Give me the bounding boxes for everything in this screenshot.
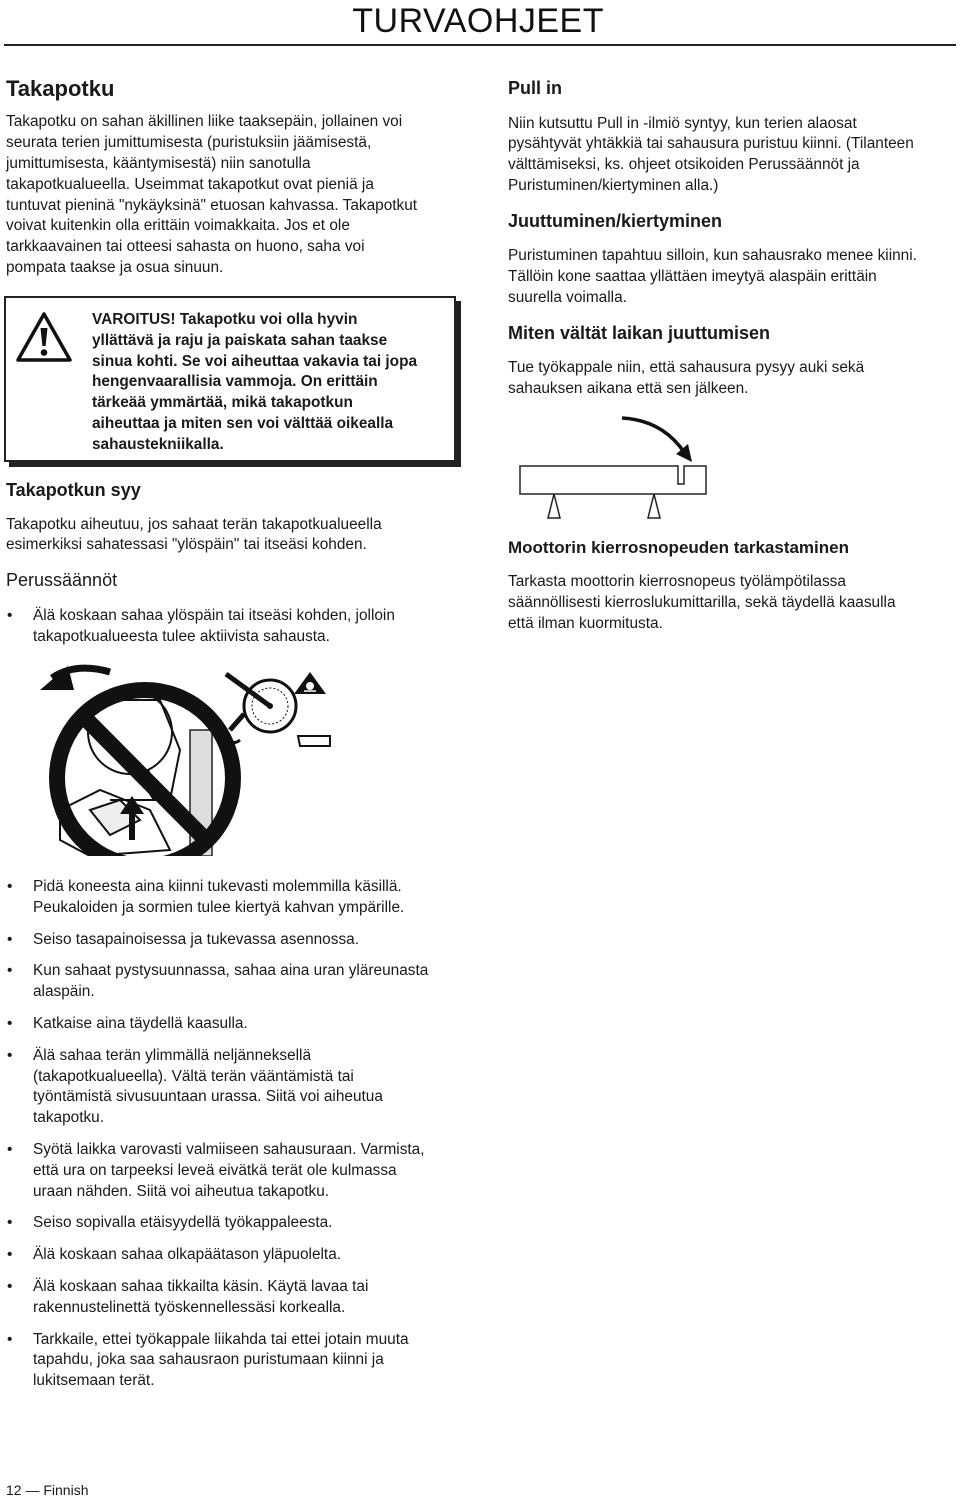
page-number: 12	[6, 1482, 22, 1498]
right-column-rpm	[508, 538, 956, 635]
rules-list-continued	[6, 877, 456, 1392]
intro-line: voivat kuitenkin olla erittäin voimakkaita. Jos et ole	[6, 217, 350, 235]
heading-cause: Takapotkun syy	[6, 480, 141, 500]
left-column-top	[6, 76, 456, 279]
support-workpiece-diagram	[512, 410, 712, 530]
intro-line: jumittumisesta, kääntymisestä) niin sanotulla	[6, 154, 311, 172]
warning-line: sinua kohti. Se voi aiheuttaa vakavia tai jopa	[92, 352, 418, 370]
workpiece-beam	[520, 466, 706, 494]
rule-item: • Älä koskaan sahaa tikkailta käsin. Käytä lavaa tai rakennustelinettä työskennellessäsi korkealla.	[7, 1277, 369, 1316]
warning-line: sahaustekniikalla.	[92, 435, 224, 453]
bullet: •	[7, 606, 13, 624]
kickback-prohibition-illustration	[30, 660, 360, 856]
right-column	[508, 78, 956, 400]
blade-path-arrow	[622, 418, 684, 452]
rpm-paragraph: Tarkasta moottorin kierrosnopeus työlämpötilassa säännöllisesti kierroslukumittarilla, sekä täydellä kaasulla että ilman kuormitusta.	[508, 573, 896, 632]
cause-paragraph	[6, 515, 456, 557]
warning-line: VAROITUS! Takapotku voi olla hyvin	[92, 311, 358, 328]
rule-item: • Seiso tasapainoisessa ja tukevassa asennossa.	[7, 930, 359, 948]
rules-list	[6, 877, 456, 1392]
rule-item: • Tarkkaile, ettei työkappale liikahda tai ettei jotain muuta tapahdu, joka saa sahausraon puristumaan kiinni ja lukitsemaan terät.	[7, 1330, 409, 1390]
rule-item: • Seiso sopivalla etäisyydellä työkappaleesta.	[7, 1214, 333, 1232]
left-column-bottom	[6, 480, 456, 647]
warning-line: yllättävä ja raju ja paiskata sahan taakse	[92, 331, 388, 349]
heading-avoid-pinch: Miten vältät laikan juuttumisen	[508, 322, 771, 343]
support-left	[548, 494, 560, 518]
warning-box	[4, 296, 456, 462]
heading-rpm: Moottorin kierrosnopeuden tarkastaminen	[508, 538, 849, 557]
warning-line: tärkeää ymmärtää, mikä takapotkun	[92, 394, 353, 412]
pull-in-paragraph: Niin kutsuttu Pull in -ilmiö syntyy, kun terien alaosat pysähtyvät yhtäkkiä tai sahausura puristuu kiinni. (Tilanteen välttämiseksi, ks. ohjeet otsikoiden Perussäännöt ja Puristuminen/kiertyminen alla.)	[508, 114, 914, 194]
cause-line: Takapotku aiheutuu, jos sahaat terän takapotkualueella	[6, 515, 382, 533]
rule-item: • Katkaise aina täydellä kaasulla.	[7, 1014, 248, 1032]
heading-pull-in: Pull in	[508, 78, 562, 98]
warning-triangle-icon	[16, 312, 72, 362]
intro-line: tarkkaavainen tai otteesi sahasta on huono, saha voi	[6, 238, 365, 256]
rule-item: • Älä sahaa terän ylimmällä neljänneksellä (takapotkualueella). Vältä terän vääntämistä tai työntämistä sivusuuntaan urassa. Siitä voi aiheutua takapotku.	[7, 1046, 383, 1127]
page-footer	[6, 1482, 89, 1498]
intro-paragraph	[6, 112, 456, 278]
rules-first-list	[6, 606, 456, 648]
page-title: TURVAOHJEET	[352, 2, 604, 40]
heading-rules: Perussäännöt	[6, 570, 118, 591]
title-rule	[4, 44, 956, 46]
rule-item: • Älä koskaan sahaa olkapäätason yläpuolelta.	[7, 1246, 342, 1264]
intro-line: pompata taakse ja osua sinuun.	[6, 258, 224, 276]
footer-language: — Finnish	[25, 1482, 89, 1498]
heading-pinch: Juuttuminen/kiertyminen	[508, 210, 723, 231]
intro-line: tuntuvat pieninä "nykäyksinä" etuosan kahvassa. Takapotkut	[6, 196, 418, 214]
intro-line: Takapotku on sahan äkillinen liike taaksepäin, jollainen voi	[6, 113, 403, 131]
warning-line: aiheuttaa ja miten sen voi välttää oikealla	[92, 414, 394, 432]
heading-takapotku: Takapotku	[6, 76, 115, 101]
rule-item: • Pidä koneesta aina kiinni tukevasti molemmilla käsillä. Peukaloiden ja sormien tulee kiertyä kahvan ympärille.	[7, 878, 405, 916]
support-right	[648, 494, 660, 518]
intro-line: takapotkualueella. Useimmat takapotkut ovat pieniä ja	[6, 175, 374, 193]
cause-line: esimerkiksi sahatessasi "ylöspäin" tai itseäsi kohden.	[6, 536, 367, 554]
warning-line: hengenvaarallisia vammoja. On erittäin	[92, 373, 378, 391]
avoid-paragraph: Tue työkappale niin, että sahausura pysyy auki sekä sahauksen aikana että sen jälkeen.	[508, 359, 865, 398]
pinch-paragraph: Puristuminen tapahtuu silloin, kun sahausrako menee kiinni. Tällöin kone saattaa yllättäen imeytyä alaspäin erittäin suurella voimalla.	[508, 247, 917, 306]
rule-item: • Älä koskaan sahaa ylöspäin tai itseäsi kohden, jolloin takapotkualueesta tulee aktiivista sahausta.	[7, 606, 395, 645]
intro-line: seurata terien jumittumisesta (puristuksiin jäämisestä,	[6, 134, 372, 152]
rule-item: • Syötä laikka varovasti valmiiseen sahausuraan. Varmista, että ura on tarpeeksi leveä eivätkä terät ole kulmassa uraan nähden. Siitä voi aiheutua takapotku.	[7, 1140, 425, 1200]
warning-text	[92, 310, 448, 456]
rule-item: • Kun sahaat pystysuunnassa, sahaa aina uran yläreunasta alaspäin.	[7, 962, 429, 1001]
